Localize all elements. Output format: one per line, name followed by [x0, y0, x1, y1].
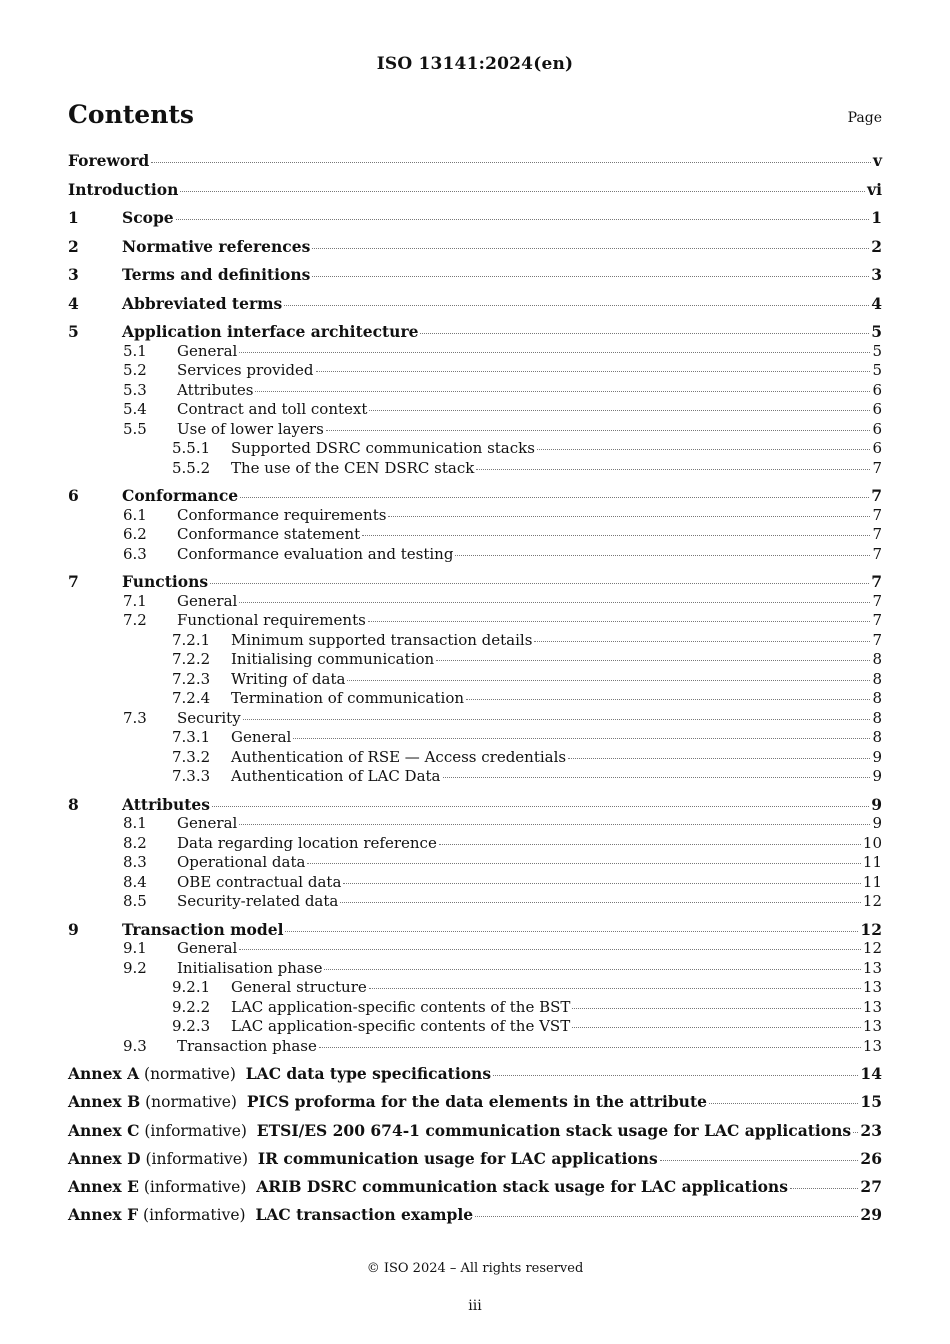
document-id: ISO 13141:2024(en) [376, 54, 574, 74]
toc-entry-9-3[interactable] [68, 1037, 882, 1057]
toc-page: 29 [860, 1205, 882, 1225]
toc-title: Security-related data [177, 892, 339, 910]
toc-page: vi [867, 179, 882, 199]
toc-entry-6[interactable] [68, 486, 882, 506]
toc-page: 5 [872, 341, 882, 360]
copyright-notice: © ISO 2024 – All rights reserved [366, 1261, 584, 1276]
toc-annex-heading [68, 1149, 658, 1168]
toc-number: 5.5.2 [172, 458, 211, 477]
toc-title: Attributes [122, 794, 210, 814]
toc-entry-8-4[interactable] [68, 873, 882, 893]
toc-title: Services provided [177, 361, 314, 379]
annex-title: ETSI/ES 200 674-1 communication stack usage for LAC applications [256, 1120, 852, 1140]
toc-number: 4 [68, 293, 79, 313]
annex-title: PICS proforma for the data elements in the attribute [246, 1092, 707, 1112]
toc-page: 13 [862, 997, 882, 1016]
toc-title: Supported DSRC communication stacks [231, 439, 535, 457]
annex-title: LAC transaction example [255, 1205, 474, 1225]
toc-page: 6 [872, 419, 882, 438]
toc-entry-5-2[interactable] [68, 361, 882, 381]
toc-page: 12 [860, 919, 882, 939]
table-of-contents [68, 151, 882, 1234]
toc-entry-7-3-1[interactable] [68, 728, 882, 748]
toc-annex-heading [68, 1205, 473, 1224]
toc-entry-7-3-2[interactable] [68, 748, 882, 768]
toc-page: 7 [872, 525, 882, 543]
annex-label: Annex B [68, 1092, 141, 1112]
toc-number: 7.3.2 [172, 747, 211, 766]
toc-number: 8.3 [123, 853, 147, 871]
toc-entry-8-5[interactable] [68, 892, 882, 912]
toc-number: 3 [68, 265, 79, 284]
toc-number: 9.2.2 [172, 997, 211, 1016]
toc-page: 6 [872, 380, 882, 399]
annex-label: Annex C [68, 1120, 140, 1140]
toc-title: The use of the CEN DSRC stack [231, 458, 475, 477]
toc-title: Normative references [122, 236, 311, 256]
toc-entry-6-2[interactable] [68, 525, 882, 545]
toc-title: Contract and toll context [177, 400, 368, 418]
toc-annex-heading [68, 1092, 707, 1111]
toc-page: 2 [871, 236, 882, 256]
toc-title: Functions [122, 572, 209, 591]
toc-number: 8 [68, 794, 79, 814]
toc-title: Attributes [177, 380, 254, 399]
toc-entry-1[interactable] [68, 208, 882, 237]
toc-page: 9 [871, 794, 882, 814]
annex-type: (informative) [143, 1178, 247, 1197]
toc-title: General structure [231, 978, 367, 996]
toc-annex-heading [68, 1064, 491, 1083]
toc-title: General [177, 939, 238, 957]
toc-page: v [872, 151, 882, 170]
toc-title: Conformance statement [177, 525, 361, 543]
contents-heading: Contents [68, 100, 195, 129]
toc-number: 8.5 [123, 892, 147, 910]
toc-page: 8 [872, 708, 882, 727]
toc-number: 7.3.3 [172, 767, 211, 785]
toc-entry-7-2[interactable] [68, 611, 882, 631]
toc-page: 8 [872, 728, 882, 746]
toc-title: General [177, 814, 238, 832]
toc-title: General [177, 341, 238, 360]
toc-number: 6.3 [123, 544, 147, 563]
toc-page: 1 [871, 208, 882, 227]
toc-title: Application interface architecture [122, 322, 419, 341]
toc-entry-8-1[interactable] [68, 814, 882, 834]
toc-title: Minimum supported transaction details [231, 630, 533, 649]
toc-page: 7 [871, 572, 882, 591]
toc-entry-7-2-4[interactable] [68, 689, 882, 709]
toc-number: 7.2.1 [172, 630, 211, 649]
toc-page: 27 [860, 1177, 882, 1197]
toc-entry-5-3[interactable] [68, 381, 882, 401]
toc-entry-4[interactable] [68, 294, 882, 323]
toc-entry-3[interactable] [68, 265, 882, 294]
toc-page: 4 [871, 293, 882, 313]
toc-title: OBE contractual data [177, 872, 342, 891]
toc-entry-5-1[interactable] [68, 342, 882, 362]
toc-entry-6-3[interactable] [68, 545, 882, 565]
toc-page: 10 [862, 833, 882, 852]
toc-title: Initialising communication [231, 650, 435, 668]
toc-number: 9.2.1 [172, 978, 211, 996]
toc-number: 6 [68, 486, 79, 505]
toc-entry-5-4[interactable] [68, 400, 882, 420]
toc-page: 13 [862, 1017, 882, 1035]
toc-page: 9 [872, 814, 882, 832]
toc-number: 5.5 [123, 419, 147, 438]
toc-number: 7.3 [123, 708, 147, 727]
toc-title: Authentication of RSE — Access credentials [231, 747, 567, 766]
toc-entry-7-3[interactable] [68, 709, 882, 729]
toc-number: 8.1 [123, 814, 147, 832]
toc-page: 5 [872, 361, 882, 379]
toc-entry-annex-c[interactable] [68, 1121, 882, 1149]
toc-page: 6 [872, 400, 882, 418]
toc-entry-7-1[interactable] [68, 592, 882, 612]
toc-entry-annex-e[interactable] [68, 1177, 882, 1205]
toc-title: General [177, 591, 238, 610]
toc-title: Abbreviated terms [122, 293, 283, 313]
toc-entry-9-1[interactable] [68, 939, 882, 959]
toc-number: 5.4 [123, 400, 147, 418]
toc-title: LAC application-specific contents of the BST [231, 997, 571, 1016]
toc-page: 13 [862, 958, 882, 977]
toc-number: 5 [68, 322, 79, 341]
toc-title: Introduction [68, 179, 179, 199]
toc-number: 7.2 [123, 611, 147, 629]
toc-title: General [231, 728, 292, 746]
toc-title: Security [177, 708, 241, 727]
toc-entry-9-2-2[interactable] [68, 998, 882, 1018]
toc-page: 7 [872, 591, 882, 610]
toc-page: 6 [872, 439, 882, 457]
annex-title: IR communication usage for LAC applications [257, 1148, 658, 1168]
toc-number: 1 [68, 208, 79, 227]
annex-label: Annex F [68, 1205, 139, 1225]
toc-number: 9.2 [123, 958, 147, 977]
toc-page: 7 [872, 611, 882, 629]
toc-title: Termination of communication [231, 689, 465, 707]
toc-number: 7.1 [123, 591, 147, 610]
toc-title: Data regarding location reference [177, 833, 437, 852]
toc-entry-7-2-2[interactable] [68, 650, 882, 670]
toc-entry-foreword[interactable] [68, 151, 882, 180]
toc-entry-introduction[interactable] [68, 180, 882, 209]
annex-type: (normative) [144, 1065, 236, 1083]
toc-entry-7-3-3[interactable] [68, 767, 882, 787]
toc-page: 26 [860, 1148, 882, 1168]
toc-number: 6.2 [123, 525, 147, 543]
toc-title: Initialisation phase [177, 958, 323, 977]
toc-entry-5-5[interactable] [68, 420, 882, 440]
toc-page: 14 [860, 1064, 882, 1083]
toc-entry-7-2-3[interactable] [68, 670, 882, 690]
toc-number: 9.1 [123, 939, 147, 957]
toc-number: 5.1 [123, 341, 147, 360]
toc-page: 7 [872, 505, 882, 524]
toc-annex-heading [68, 1177, 788, 1196]
toc-page: 7 [872, 630, 882, 649]
toc-title: Transaction phase [177, 1036, 317, 1055]
toc-title: Conformance [122, 486, 239, 505]
toc-entry-annex-d[interactable] [68, 1149, 882, 1177]
toc-page: 8 [872, 650, 882, 668]
toc-title: LAC application-specific contents of the VST [231, 1017, 571, 1035]
toc-title: Functional requirements [177, 611, 366, 629]
toc-entry-5-5-1[interactable] [68, 439, 882, 459]
toc-number: 8.2 [123, 833, 147, 852]
toc-page: 12 [862, 892, 882, 910]
toc-page: 13 [862, 1036, 882, 1055]
annex-type: (normative) [145, 1093, 237, 1112]
toc-number: 2 [68, 236, 79, 256]
toc-number: 9.3 [123, 1036, 147, 1055]
toc-page: 9 [872, 747, 882, 766]
toc-number: 8.4 [123, 872, 147, 891]
toc-entry-8-3[interactable] [68, 853, 882, 873]
toc-entry-8[interactable] [68, 795, 882, 815]
toc-title: Writing of data [231, 669, 346, 688]
toc-number: 5.5.1 [172, 439, 211, 457]
toc-page: 9 [872, 767, 882, 785]
toc-number: 7.3.1 [172, 728, 211, 746]
annex-title: ARIB DSRC communication stack usage for LAC applications [256, 1177, 788, 1197]
toc-number: 5.3 [123, 380, 147, 399]
toc-title: Conformance requirements [177, 505, 387, 524]
toc-page: 7 [872, 458, 882, 477]
toc-page: 11 [862, 872, 882, 891]
toc-page: 12 [862, 939, 882, 957]
toc-page: 8 [872, 669, 882, 688]
toc-entry-5[interactable] [68, 322, 882, 342]
toc-entry-7[interactable] [68, 572, 882, 592]
toc-number: 9 [68, 919, 79, 939]
toc-title: Foreword [68, 151, 150, 170]
toc-entry-7-2-1[interactable] [68, 631, 882, 651]
toc-entry-annex-b[interactable] [68, 1092, 882, 1120]
annex-label: Annex A [68, 1064, 140, 1083]
toc-page: 23 [860, 1120, 882, 1140]
toc-page: 3 [871, 265, 882, 284]
toc-page: 15 [860, 1092, 882, 1112]
toc-page: 8 [872, 689, 882, 707]
toc-number: 7.2.2 [172, 650, 211, 668]
toc-page: 7 [872, 544, 882, 563]
toc-entry-annex-a[interactable] [68, 1064, 882, 1092]
annex-label: Annex D [68, 1148, 141, 1168]
toc-entry-2[interactable] [68, 237, 882, 266]
toc-title: Authentication of LAC Data [231, 767, 441, 785]
toc-entry-annex-f[interactable] [68, 1205, 882, 1233]
toc-number: 9.2.3 [172, 1017, 211, 1035]
toc-title: Terms and definitions [122, 265, 311, 284]
toc-entry-6-1[interactable] [68, 506, 882, 526]
page-number: iii [468, 1298, 482, 1314]
toc-number: 7.2.4 [172, 689, 211, 707]
toc-page: 11 [862, 853, 882, 871]
toc-number: 7 [68, 572, 79, 591]
toc-entry-9-2-1[interactable] [68, 978, 882, 998]
toc-page: 13 [862, 978, 882, 996]
toc-entry-9-2[interactable] [68, 959, 882, 979]
toc-title: Transaction model [122, 919, 284, 939]
toc-number: 7.2.3 [172, 669, 211, 688]
toc-page: 5 [871, 322, 882, 341]
toc-number: 6.1 [123, 505, 147, 524]
toc-entry-9[interactable] [68, 920, 882, 940]
toc-title: Operational data [177, 853, 306, 871]
annex-label: Annex E [68, 1177, 139, 1197]
annex-type: (informative) [143, 1206, 246, 1225]
toc-page: 7 [871, 486, 882, 505]
toc-title: Conformance evaluation and testing [177, 544, 454, 563]
toc-title: Scope [122, 208, 174, 227]
toc-entry-9-2-3[interactable] [68, 1017, 882, 1037]
toc-annex-heading [68, 1121, 851, 1140]
toc-entry-8-2[interactable] [68, 834, 882, 854]
toc-number: 5.2 [123, 361, 147, 379]
annex-type: (informative) [144, 1121, 247, 1140]
annex-title: LAC data type specifications [245, 1064, 492, 1083]
page-column-label: Page [847, 110, 882, 126]
toc-entry-5-5-2[interactable] [68, 459, 882, 479]
annex-type: (informative) [145, 1149, 249, 1168]
toc-title: Use of lower layers [177, 419, 324, 438]
